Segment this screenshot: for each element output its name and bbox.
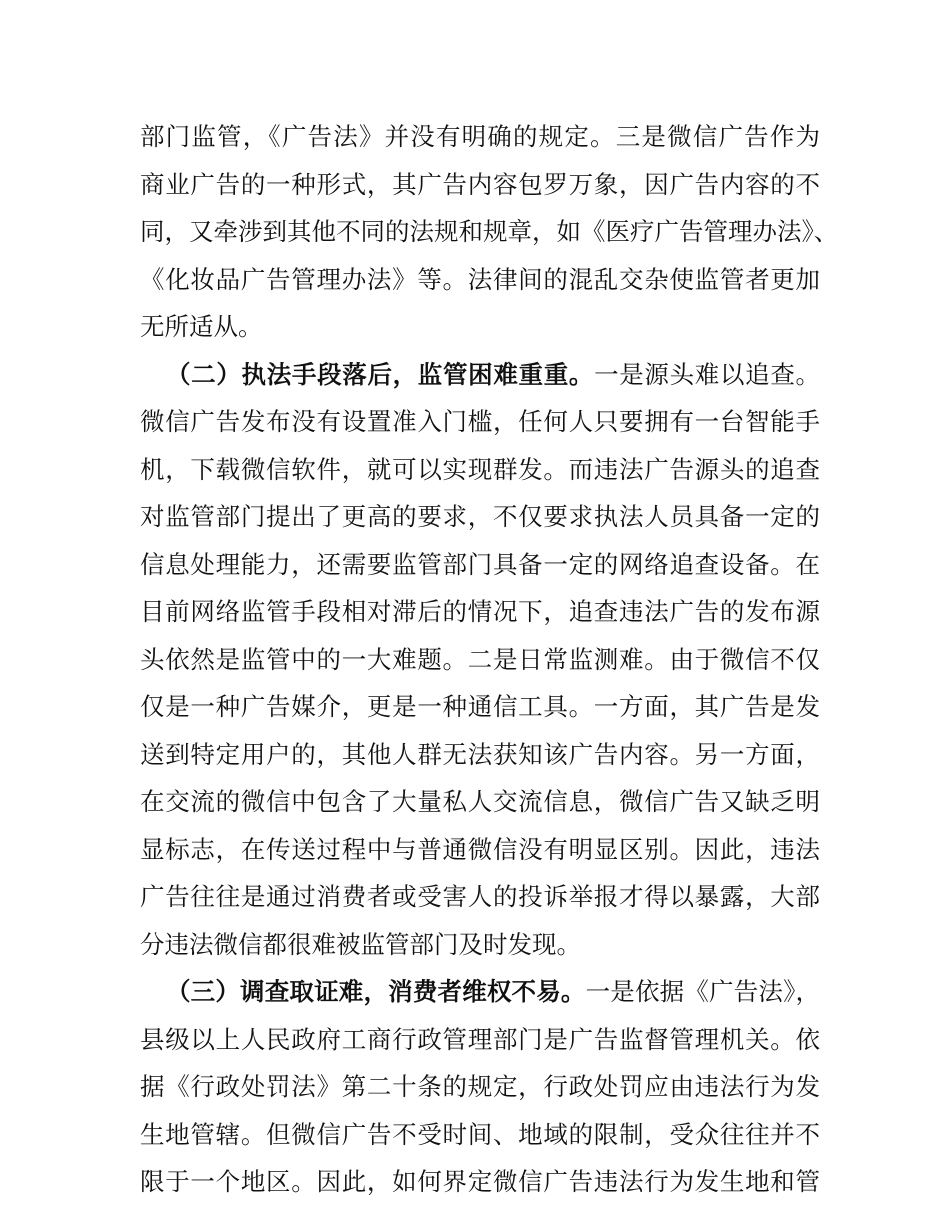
text-line: 微信广告发布没有设置准入门槛，任何人只要拥有一台智能手 [140,407,820,436]
text-run: 一是源头难以追查。 [594,359,821,389]
text-line: 《化妆品广告管理办法》等。法律间的混乱交杂使监管者更加 [140,264,820,294]
text-line: 显标志，在传送过程中与普通微信没有明显区别。因此，违法 [140,834,820,864]
text-line: 头依然是监管中的一大难题。二是日常监测难。由于微信不仅 [140,644,820,674]
text-line: 县级以上人民政府工商行政管理部门是广告监督管理机关。依 [140,1024,820,1054]
text-line: 同，又牵涉到其他不同的法规和规章，如《医疗广告管理办法》、 [140,217,839,246]
text-line: 送到特定用户的，其他人群无法获知该广告内容。另一方面， [140,739,820,769]
text-line: 生地管辖。但微信广告不受时间、地域的限制，受众往往并不 [140,1119,820,1149]
text-line: 据《行政处罚法》第二十条的规定，行政处罚应由违法行为发 [140,1072,820,1101]
paragraph-2 [140,351,820,969]
text-line: 在交流的微信中包含了大量私人交流信息，微信广告又缺乏明 [140,787,820,816]
text-line [140,968,820,1016]
paragraph-1 [140,113,839,351]
text-line: 机，下载微信软件，就可以实现群发。而违法广告源头的追查 [140,454,820,484]
text-run: 一是依据《广告法》， [585,977,821,1006]
text-line: 分违法微信都很难被监管部门及时发现。 [140,929,581,959]
text-line: 限于一个地区。因此，如何界定微信广告违法行为发生地和管 [140,1167,820,1196]
text-line: 部门监管，《广告法》并没有明确的规定。三是微信广告作为 [140,122,820,151]
text-line: 对监管部门提出了更高的要求，不仅要求执法人员具备一定的 [140,502,820,531]
text-line: 商业广告的一种形式，其广告内容包罗万象，因广告内容的不 [140,169,820,199]
text-line: 无所适从。 [140,312,263,341]
section-heading: （三）调查取证难，消费者维权不易。 [166,977,586,1006]
text-line: 信息处理能力，还需要监管部门具备一定的网络追查设备。在 [140,549,820,579]
section-heading: （二）执法手段落后，监管困难重重。 [166,359,595,389]
text-line: 仅是一种广告媒介，更是一种通信工具。一方面，其广告是发 [140,692,820,721]
document-body [140,113,839,1206]
paragraph-3 [140,968,820,1206]
text-line: 目前网络监管手段相对滞后的情况下，追查违法广告的发布源 [140,597,820,626]
text-line: 广告往往是通过消费者或受害人的投诉举报才得以暴露，大部 [140,882,820,911]
text-line [140,351,820,399]
